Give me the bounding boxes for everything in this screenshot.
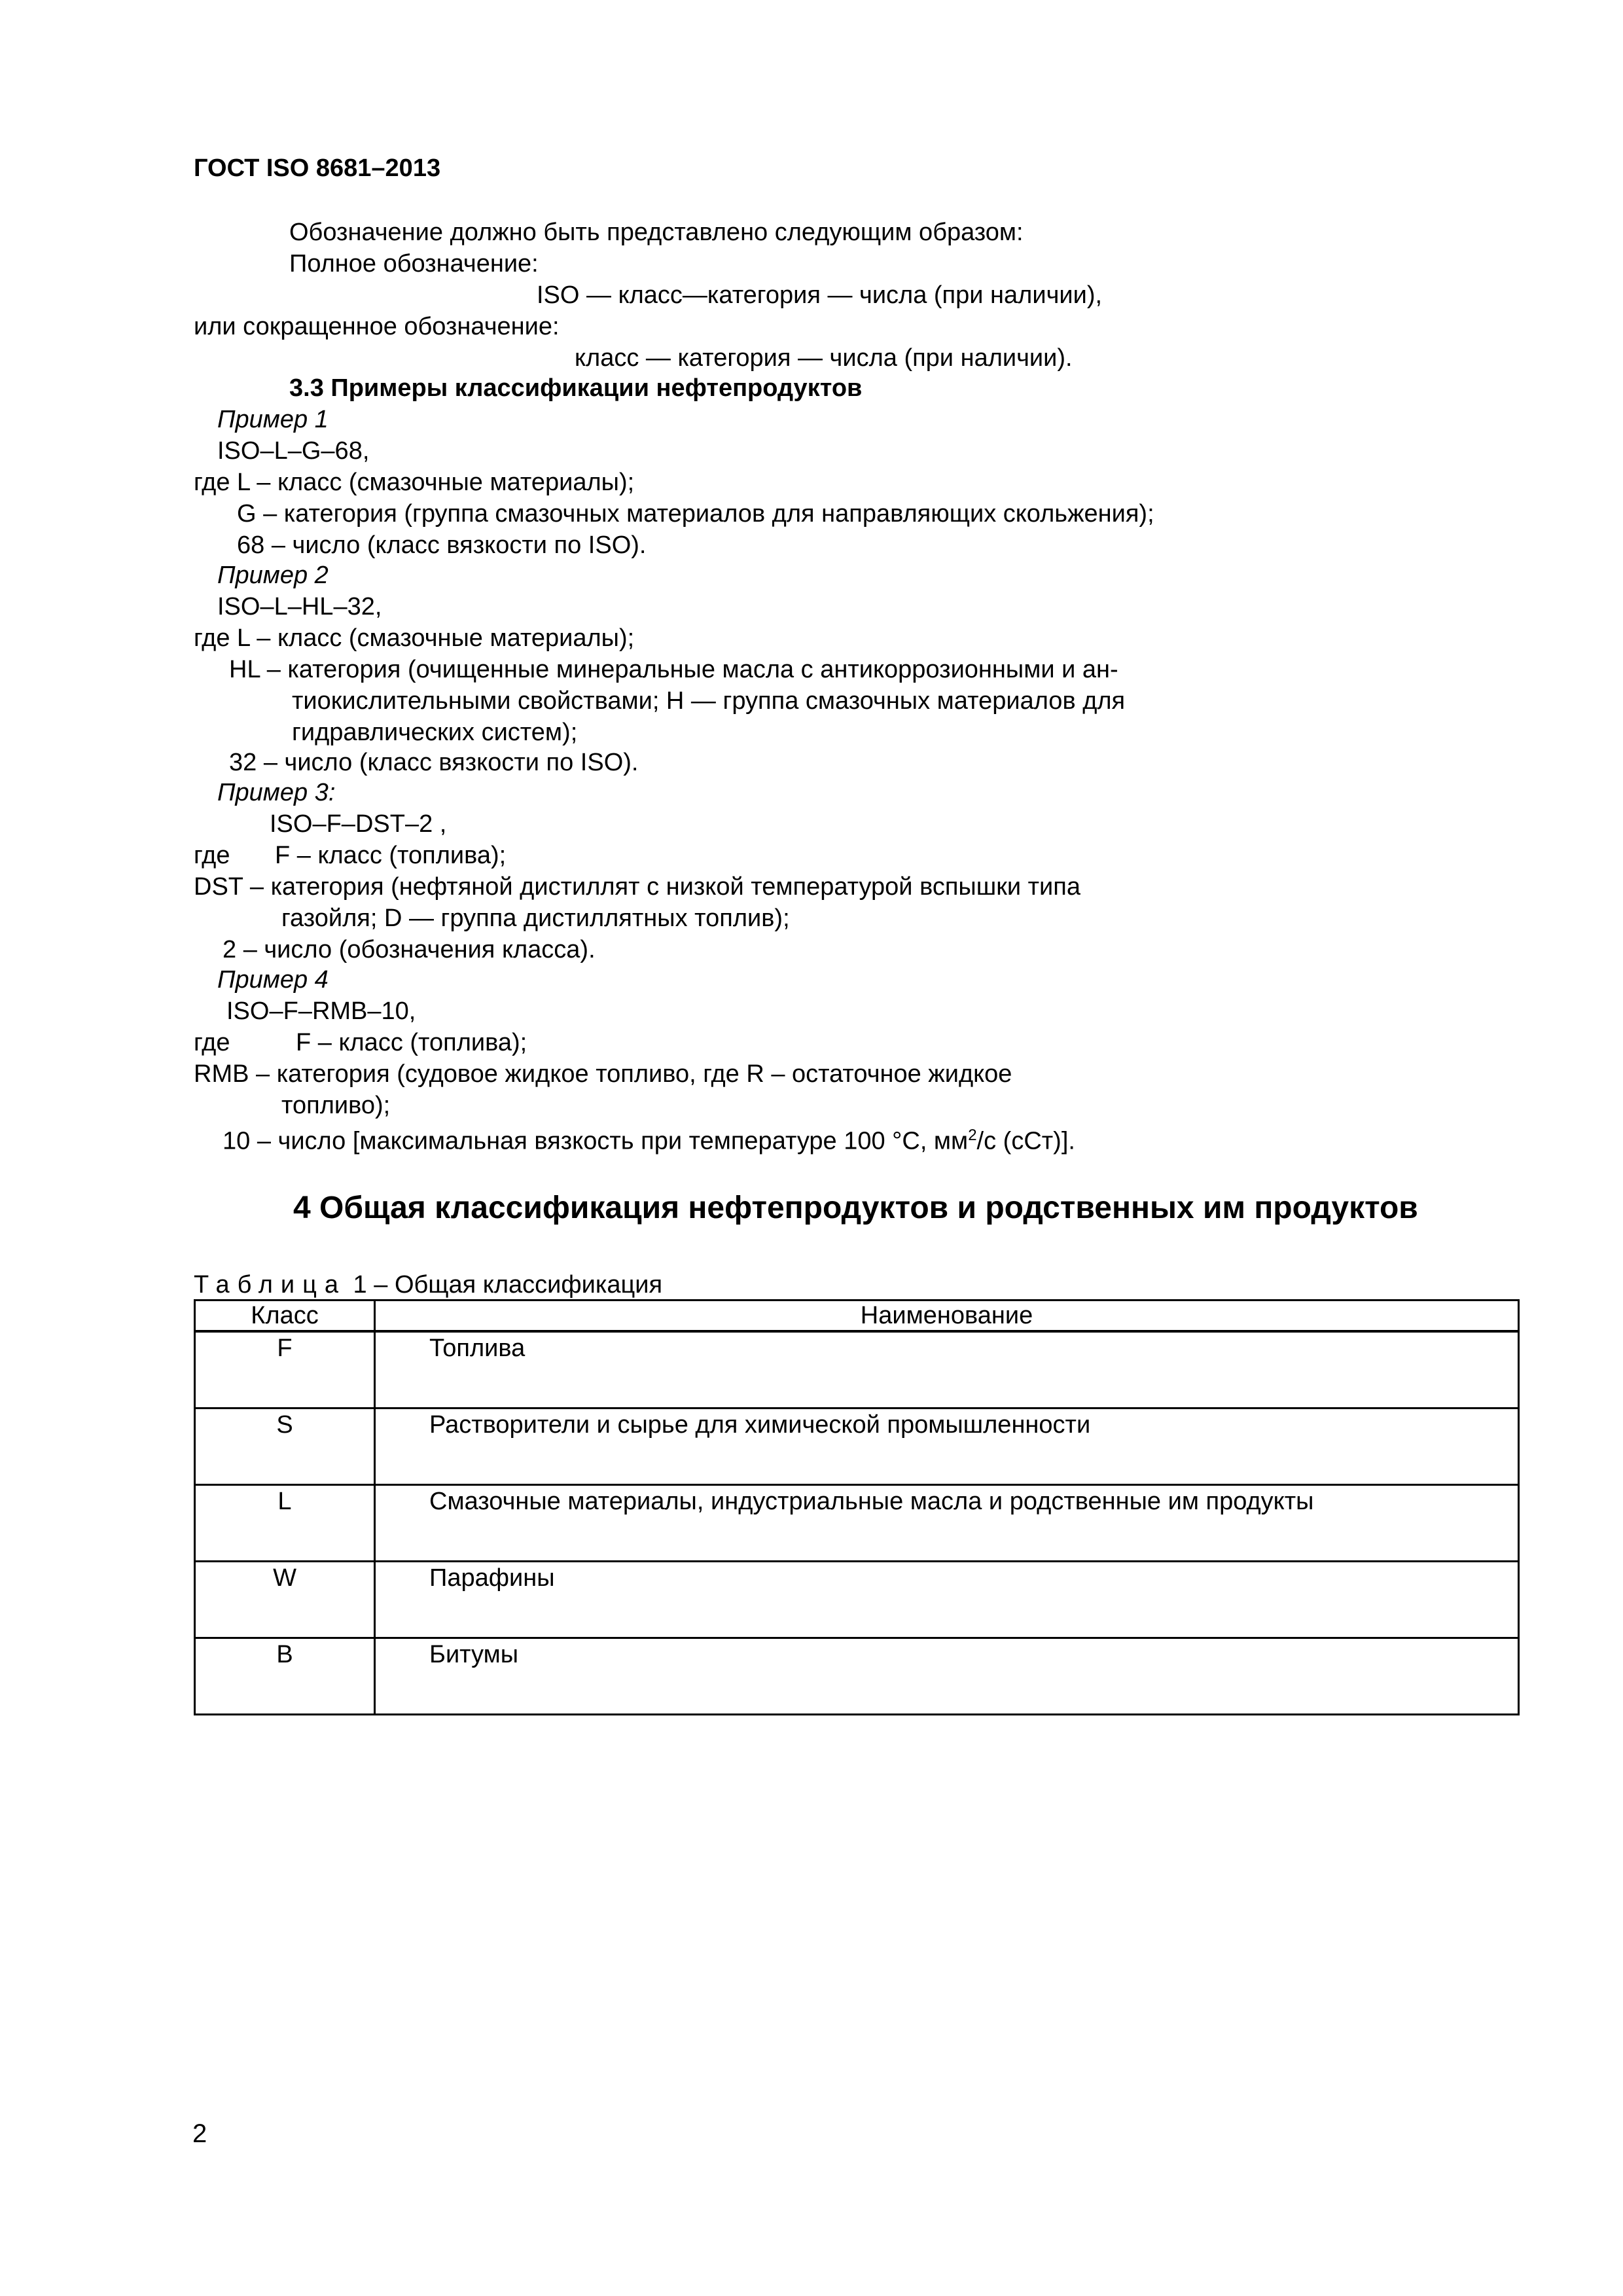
section-3-3-title: 3.3 Примеры классификации нефтепродуктов (289, 374, 863, 402)
example-4-line (223, 1121, 1075, 1157)
example-2-line: HL – категория (очищенные минеральные масла с антикоррозионными и ан- (229, 656, 1118, 683)
example-3-line: F – класс (топлива); (275, 842, 507, 869)
classification-table (194, 1299, 1520, 1715)
example-4-label: Пример 4 (217, 966, 329, 994)
column-header-class: Класс (195, 1300, 375, 1332)
example-3-line: газойля; D — группа дистиллятных топлив); (281, 905, 790, 932)
example-4-line-text: /с (сСт)]. (976, 1127, 1075, 1155)
example-3-where: где (194, 842, 230, 869)
short-designation-formula: класс — категория — числа (при наличии). (575, 344, 1073, 372)
example-4-line: F – класс (топлива); (296, 1029, 527, 1056)
short-designation-label: или сокращенное обозначение: (194, 313, 560, 340)
column-header-name: Наименование (375, 1300, 1519, 1332)
example-4-code: ISO–F–RMB–10, (226, 997, 416, 1025)
table-row (195, 1408, 1519, 1485)
name-cell: Парафины (375, 1562, 1519, 1638)
table-row (195, 1485, 1519, 1562)
class-cell: S (195, 1408, 375, 1485)
example-1-line: где L – класс (смазочные материалы); (194, 469, 635, 496)
table-caption (194, 1270, 662, 1300)
name-cell: Битумы (375, 1638, 1519, 1715)
example-3-line: DST – категория (нефтяной дистиллят с низкой температурой вспышки типа (194, 873, 1080, 901)
example-2-code: ISO–L–HL–32, (217, 593, 382, 620)
designation-intro: Обозначение должно быть представлено следующим образом: (289, 219, 1024, 246)
example-2-line: где L – класс (смазочные материалы); (194, 624, 635, 652)
example-1-code: ISO–L–G–68, (217, 437, 370, 465)
superscript: 2 (968, 1126, 977, 1144)
example-4-line: RMB – категория (судовое жидкое топливо, где R – остаточное жидкое (194, 1060, 1012, 1088)
example-2-line: 32 – число (класс вязкости по ISO). (229, 749, 639, 776)
example-1-line: G – категория (группа смазочных материалов для направляющих скольжения); (237, 500, 1154, 528)
name-cell: Топлива (375, 1331, 1519, 1408)
example-4-line: топливо); (281, 1092, 391, 1119)
table-caption-word: Таблица (194, 1271, 346, 1299)
class-cell: B (195, 1638, 375, 1715)
page-number: 2 (192, 2119, 207, 2148)
table-row (195, 1331, 1519, 1408)
example-3-code: ISO–F–DST–2 , (270, 810, 447, 838)
example-3-line: 2 – число (обозначения класса). (223, 936, 596, 963)
name-cell: Смазочные материалы, индустриальные масла и родственные им продукты (375, 1485, 1519, 1562)
example-1-label: Пример 1 (217, 406, 329, 433)
full-designation-label: Полное обозначение: (289, 250, 539, 278)
example-3-label: Пример 3: (217, 779, 336, 806)
full-designation-formula: ISO — класс—категория — числа (при наличии), (537, 281, 1103, 309)
example-4-where: где (194, 1029, 230, 1056)
example-2-label: Пример 2 (217, 562, 329, 589)
table-row (195, 1638, 1519, 1715)
table-row (195, 1562, 1519, 1638)
section-4-title: 4 Общая классификация нефтепродуктов и родственных им продуктов (293, 1191, 1418, 1225)
name-cell: Растворители и сырье для химической промышленности (375, 1408, 1519, 1485)
class-cell: W (195, 1562, 375, 1638)
class-cell: F (195, 1331, 375, 1408)
table-caption-rest: 1 – Общая классификация (346, 1271, 663, 1299)
table-header-row (195, 1300, 1519, 1332)
example-1-line: 68 – число (класс вязкости по ISO). (237, 531, 647, 559)
standard-header: ГОСТ ISO 8681–2013 (194, 154, 441, 182)
example-4-line-text: 10 – число [максимальная вязкость при температуре 100 °C, мм (223, 1127, 969, 1155)
example-2-line: тиокислительными свойствами; H — группа смазочных материалов для (292, 687, 1126, 715)
example-2-line: гидравлических систем); (292, 719, 578, 746)
class-cell: L (195, 1485, 375, 1562)
